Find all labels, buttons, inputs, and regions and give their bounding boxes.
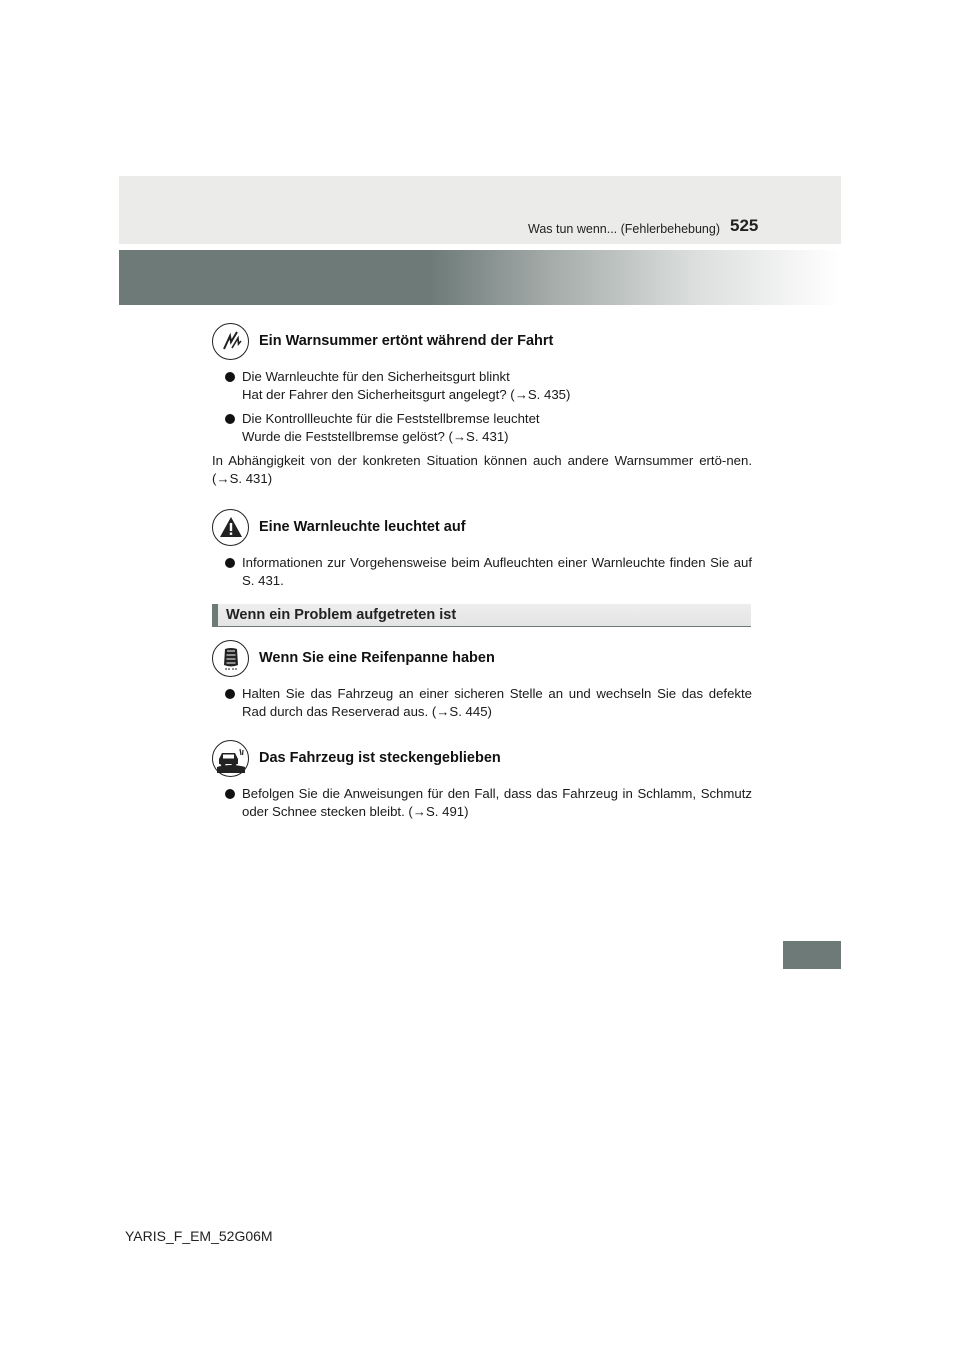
topic-title: Eine Warnleuchte leuchtet auf [259,519,466,535]
stuck-car-icon [212,740,249,777]
note-paragraph: In Abhängigkeit von der konkreten Situation können auch andere Warnsummer ertö-nen. (→S. 431) [212,453,752,486]
topic-buzzer [212,320,752,362]
buzzer-icon [212,323,249,360]
section-banner: Wenn ein Problem aufgetreten ist [212,604,751,627]
list-item [212,368,752,404]
bullet-dot [225,789,235,799]
bullet-text: Befolgen Sie die Anweisungen für den Fall, dass das Fahrzeug in Schlamm, Schmutz oder Schnee stecken bleibt. (→S. 491) [242,786,752,819]
section-title: Was tun wenn... (Fehlerbehebung) [527,222,720,236]
topic-warning-light [212,506,752,548]
topic-flat-tire [212,637,752,679]
page-content [212,320,752,827]
topic-title: Ein Warnsummer ertönt während der Fahrt [259,333,554,349]
bullet-text: Hat der Fahrer den Sicherheitsgurt angelegt? (→S. 435) [242,387,571,402]
topic-title: Wenn Sie eine Reifenpanne haben [259,650,495,666]
page-number: 525 [730,216,759,235]
chapter-side-tab [783,941,841,969]
chapter-gradient-bar [119,250,841,305]
topic-title: Das Fahrzeug ist steckengeblieben [259,750,501,766]
bullet-text: Die Kontrollleuchte für die Feststellbremse leuchtet [242,411,540,426]
bullet-dot [225,414,235,424]
list-item [212,554,752,590]
document-code: YARIS_F_EM_52G06M [125,1228,273,1244]
bullet-text: Die Warnleuchte für den Sicherheitsgurt blinkt [242,369,510,384]
bullet-dot [225,372,235,382]
bullet-dot [225,689,235,699]
topic-stuck [212,737,752,779]
list-item [212,785,752,821]
bullet-text: Informationen zur Vorgehensweise beim Aufleuchten einer Warnleuchte finden Sie auf S. 431. [242,555,752,588]
list-item [212,410,752,446]
flat-tire-icon [212,640,249,677]
list-item [212,685,752,721]
bullet-dot [225,558,235,568]
bullet-text: Halten Sie das Fahrzeug an einer sicheren Stelle an und wechseln Sie das defekte Rad durch das Reserverad aus. (→S. 445) [242,686,752,719]
bullet-text: Wurde die Feststellbremse gelöst? (→S. 431) [242,429,509,444]
warning-triangle-icon [212,509,249,546]
